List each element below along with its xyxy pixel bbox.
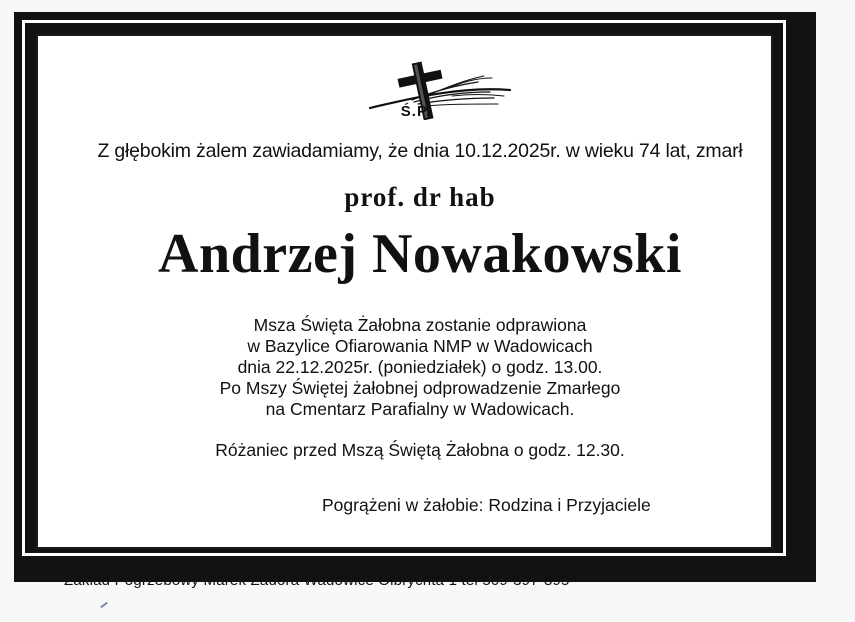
academic-title: prof. dr hab — [344, 182, 496, 212]
mass-line: na Cmentarz Parafialny w Wadowicach. — [265, 399, 575, 419]
mass-line: w Bazylice Ofiarowania NMP w Wadowicach — [247, 336, 593, 356]
announcement-text: Z głębokim żalem zawiadamiamy, że dnia 10.12.2025r. w wieku 74 lat, zmarł — [97, 140, 743, 162]
deceased-name: Andrzej Nowakowski — [158, 223, 682, 285]
mourners-signature: Pogrążeni w żałobie: Rodzina i Przyjaciele — [322, 495, 651, 515]
mass-line: Po Mszy Świętej żałobnej odprowadzenie Zmarłego — [219, 378, 621, 398]
scan-speck — [100, 602, 108, 608]
mass-line: Msza Święta Żałobna zostanie odprawiona — [253, 315, 587, 335]
rosary-notice: Różaniec przed Mszą Świętą Żałobna o godz. 12.30. — [215, 440, 625, 460]
mass-line: dnia 22.12.2025r. (poniedziałek) o godz. 13.00. — [237, 357, 603, 377]
funeral-home-footer: Zakład Pogrzebowy Marek Zadora Wadowice Olbrychta 1 tel 509-397-895 — [64, 572, 570, 589]
sp-abbreviation: Ś.P. — [400, 103, 432, 120]
funeral-mass-details — [40, 315, 800, 420]
